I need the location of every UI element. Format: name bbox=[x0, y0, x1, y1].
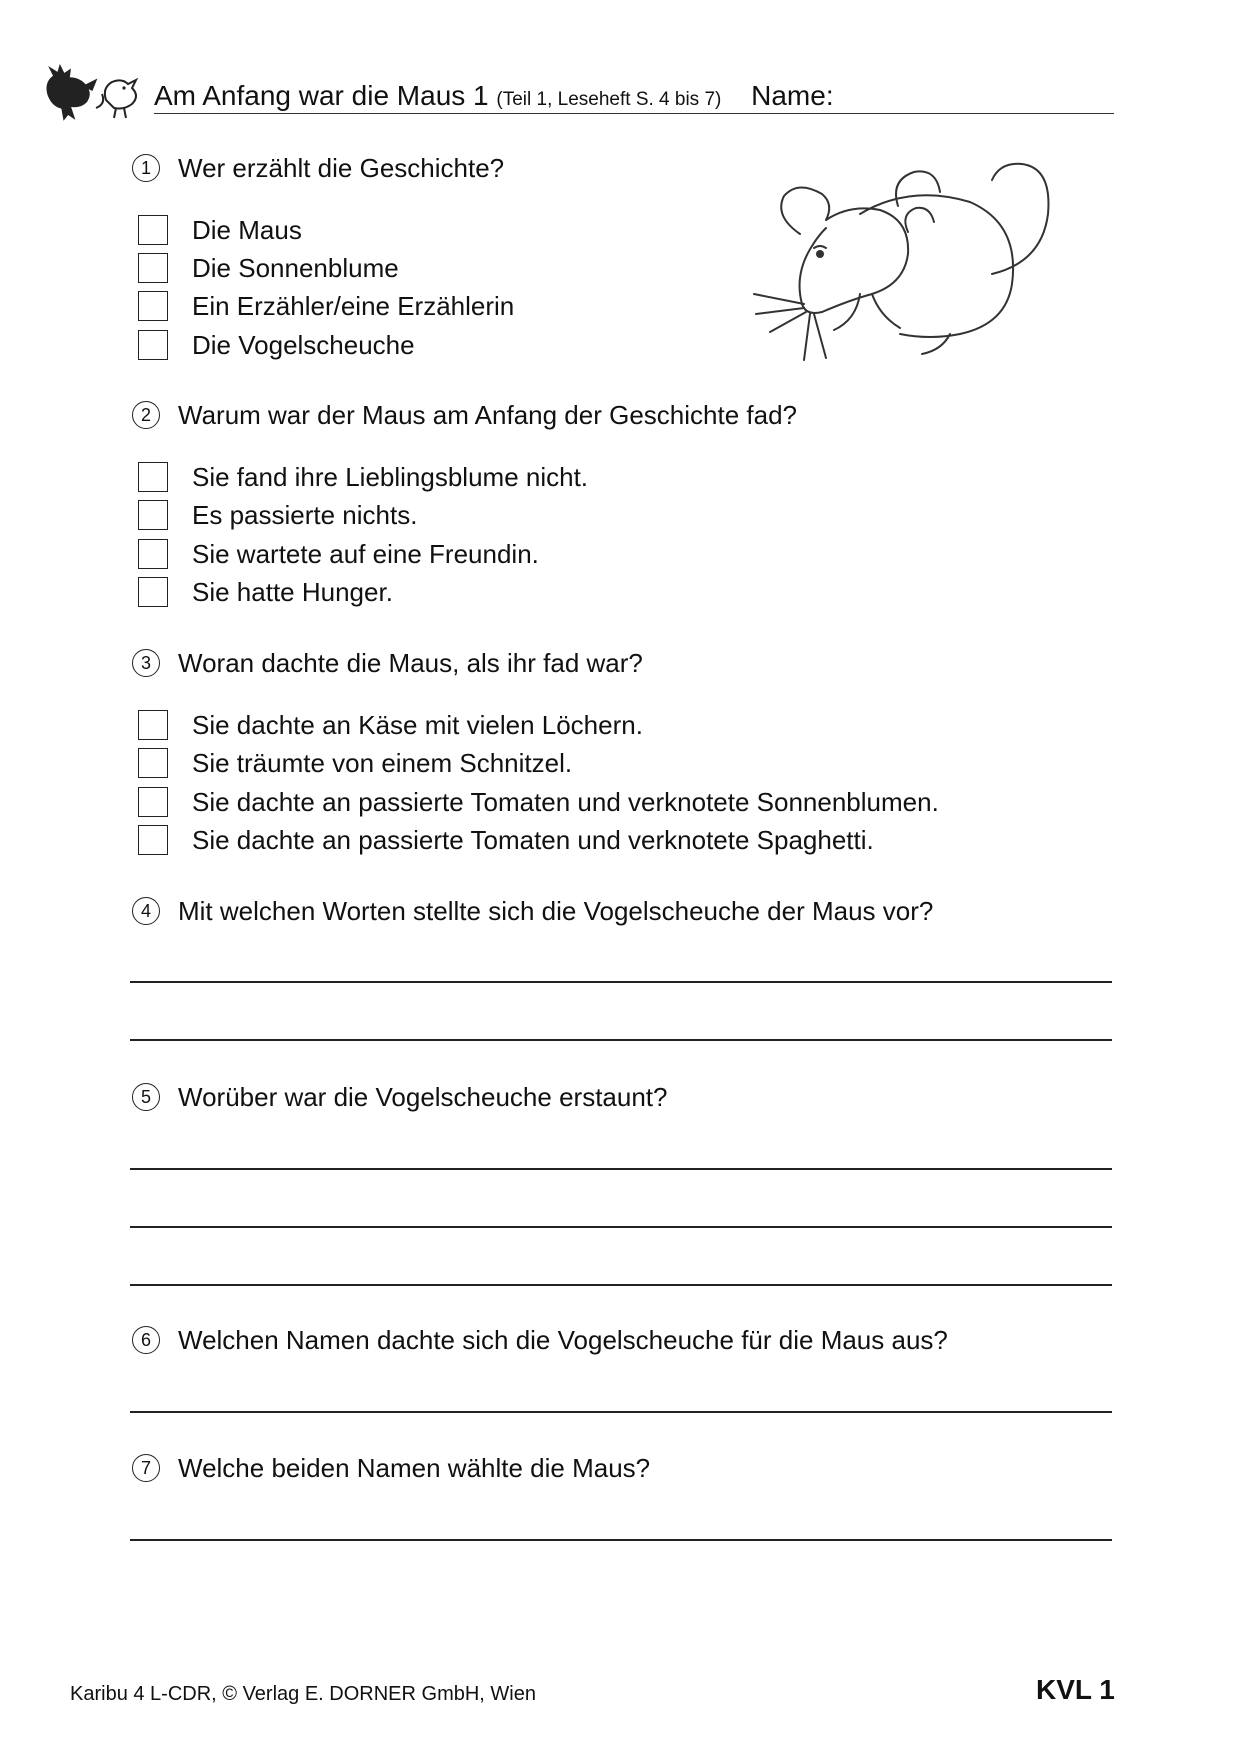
checkbox-q2-option-2[interactable] bbox=[138, 500, 168, 530]
question-7-text: Welche beiden Namen wählte die Maus? bbox=[178, 1453, 651, 1483]
name-label: Name: bbox=[751, 80, 834, 111]
title-subtitle: (Teil 1, Leseheft S. 4 bis 7) bbox=[496, 89, 722, 110]
question-4-text: Mit welchen Worten stellte sich die Vogelscheuche der Maus vor? bbox=[178, 896, 934, 926]
worksheet-code: KVL 1 bbox=[1036, 1674, 1115, 1705]
answer-line[interactable] bbox=[130, 1168, 1112, 1170]
question-1-text: Wer erzählt die Geschichte? bbox=[178, 153, 505, 183]
question-6-text: Welchen Namen dachte sich die Vogelscheuche für die Maus aus? bbox=[178, 1325, 948, 1355]
checkbox-q3-option-4[interactable] bbox=[138, 825, 168, 855]
question-number-3: 3 bbox=[132, 649, 160, 677]
question-number-2: 2 bbox=[132, 401, 160, 429]
q1-option-1: Die Maus bbox=[192, 215, 302, 245]
footer-copyright: Karibu 4 L-CDR, © Verlag E. DORNER GmbH, Wien bbox=[70, 1683, 536, 1705]
header-rule bbox=[154, 113, 1114, 114]
answer-line[interactable] bbox=[130, 1411, 1112, 1413]
checkbox-q1-option-4[interactable] bbox=[138, 330, 168, 360]
question-number-4: 4 bbox=[132, 897, 160, 925]
answer-line[interactable] bbox=[130, 981, 1112, 983]
q3-option-4: Sie dachte an passierte Tomaten und verknotete Spaghetti. bbox=[192, 825, 874, 855]
question-3-text: Woran dachte die Maus, als ihr fad war? bbox=[178, 648, 643, 678]
q1-option-3: Ein Erzähler/eine Erzählerin bbox=[192, 291, 515, 321]
checkbox-q2-option-1[interactable] bbox=[138, 462, 168, 492]
q1-option-2: Die Sonnenblume bbox=[192, 253, 399, 283]
q2-option-1: Sie fand ihre Lieblingsblume nicht. bbox=[192, 462, 589, 492]
checkbox-q2-option-3[interactable] bbox=[138, 539, 168, 569]
answer-line[interactable] bbox=[130, 1039, 1112, 1041]
q3-option-3: Sie dachte an passierte Tomaten und verknotete Sonnenblumen. bbox=[192, 787, 939, 817]
q2-option-2: Es passierte nichts. bbox=[192, 500, 418, 530]
q3-option-1: Sie dachte an Käse mit vielen Löchern. bbox=[192, 710, 643, 740]
checkbox-q3-option-1[interactable] bbox=[138, 710, 168, 740]
question-number-6: 6 bbox=[132, 1326, 160, 1354]
worksheet-title bbox=[154, 80, 834, 112]
checkbox-q1-option-3[interactable] bbox=[138, 291, 168, 321]
checkbox-q3-option-3[interactable] bbox=[138, 787, 168, 817]
rooster-and-hen-icon bbox=[40, 64, 156, 122]
question-2-text: Warum war der Maus am Anfang der Geschichte fad? bbox=[178, 400, 797, 430]
answer-line[interactable] bbox=[130, 1284, 1112, 1286]
q2-option-3: Sie wartete auf eine Freundin. bbox=[192, 539, 539, 569]
question-number-5: 5 bbox=[132, 1083, 160, 1111]
checkbox-q1-option-1[interactable] bbox=[138, 215, 168, 245]
q2-option-4: Sie hatte Hunger. bbox=[192, 577, 393, 607]
question-5-text: Worüber war die Vogelscheuche erstaunt? bbox=[178, 1082, 668, 1112]
checkbox-q1-option-2[interactable] bbox=[138, 253, 168, 283]
q1-option-4: Die Vogelscheuche bbox=[192, 330, 415, 360]
q3-option-2: Sie träumte von einem Schnitzel. bbox=[192, 748, 573, 778]
checkbox-q2-option-4[interactable] bbox=[138, 577, 168, 607]
checkbox-q3-option-2[interactable] bbox=[138, 748, 168, 778]
answer-line[interactable] bbox=[130, 1226, 1112, 1228]
title-text: Am Anfang war die Maus 1 bbox=[154, 80, 489, 111]
answer-line[interactable] bbox=[130, 1539, 1112, 1541]
question-number-7: 7 bbox=[132, 1454, 160, 1482]
mouse-illustration bbox=[730, 144, 1100, 394]
question-number-1: 1 bbox=[132, 154, 160, 182]
